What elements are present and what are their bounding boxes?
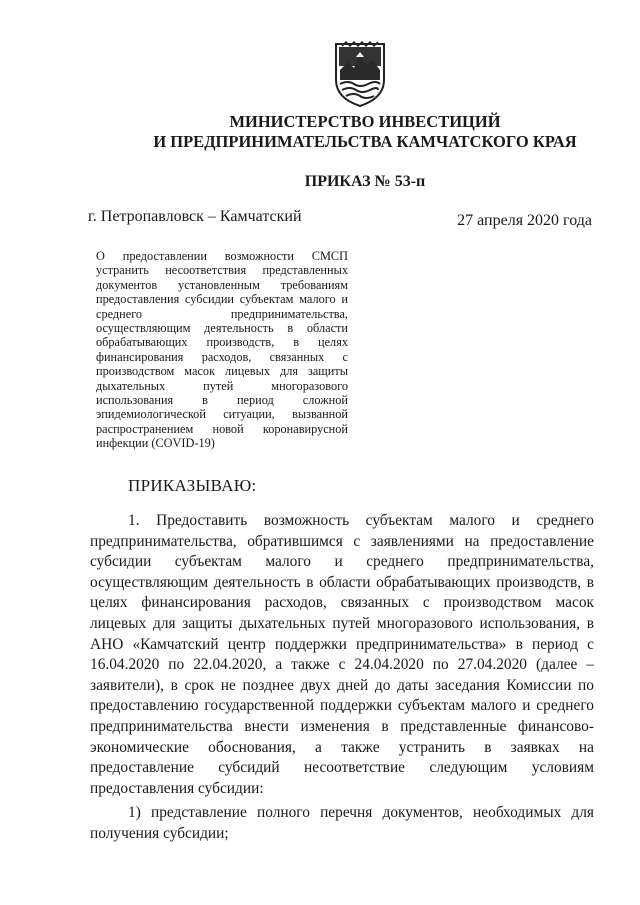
- order-body: [90, 511, 594, 849]
- order-directive-heading: ПРИКАЗЫВАЮ:: [128, 476, 257, 495]
- order-subject: О предоставлении возможности СМСП устранить несоответствия представленных документов установленным требованиям предоставления субсидии субъектам малого и среднего предпринимательства, осуществляющим деятельность в области обрабатывающих производств, в целях финансирования расходов, связанных с производством масок лицевых для защиты дыхательных путей многоразового использования в период сложной эпидемиологической ситуации, вызванной распространением новой коронавирусной инфекции (COVID-19): [96, 249, 348, 451]
- city-label: г. Петропавловск – Камчатский: [88, 208, 302, 225]
- ministry-name: [0, 112, 640, 152]
- order-date: 27 апреля 2020 года: [457, 212, 592, 229]
- ministry-line-1: МИНИСТЕРСТВО ИНВЕСТИЦИЙ: [229, 112, 501, 131]
- paragraph-1-item-1: 1) представление полного перечня документов, необходимых для получения субсидии;: [90, 804, 594, 842]
- paragraph-1: 1. Предоставить возможность субъектам малого и среднего предпринимательства, обратившимся с заявлениями на предоставление субсидии субъектам малого и среднего предпринимательства, осуществляющим деятельность в области обрабатывающих производств, в целях финансирования расходов, связанных с производством масок лицевых для защиты дыхательных путей многоразового использования, в АНО «Камчатский центр поддержки предпринимательства» в период с 16.04.2020 по 22.04.2020, а также с 24.04.2020 по 27.04.2020 (далее – заявители), в срок не позднее двух дней до даты заседания Комиссии по предоставлению государственной поддержки субъектам малого и среднего предпринимательства внести изменения в представленные финансово-экономические обоснования, а также устранить в заявках на предоставление субсидий несоответствие следующим условиям предоставления субсидии:: [90, 512, 594, 797]
- kamchatka-coat-of-arms-emblem: [334, 40, 386, 108]
- ministry-line-2: И ПРЕДПРИНИМАТЕЛЬСТВА КАМЧАТСКОГО КРАЯ: [153, 132, 577, 151]
- order-title: ПРИКАЗ № 53-п: [304, 173, 426, 190]
